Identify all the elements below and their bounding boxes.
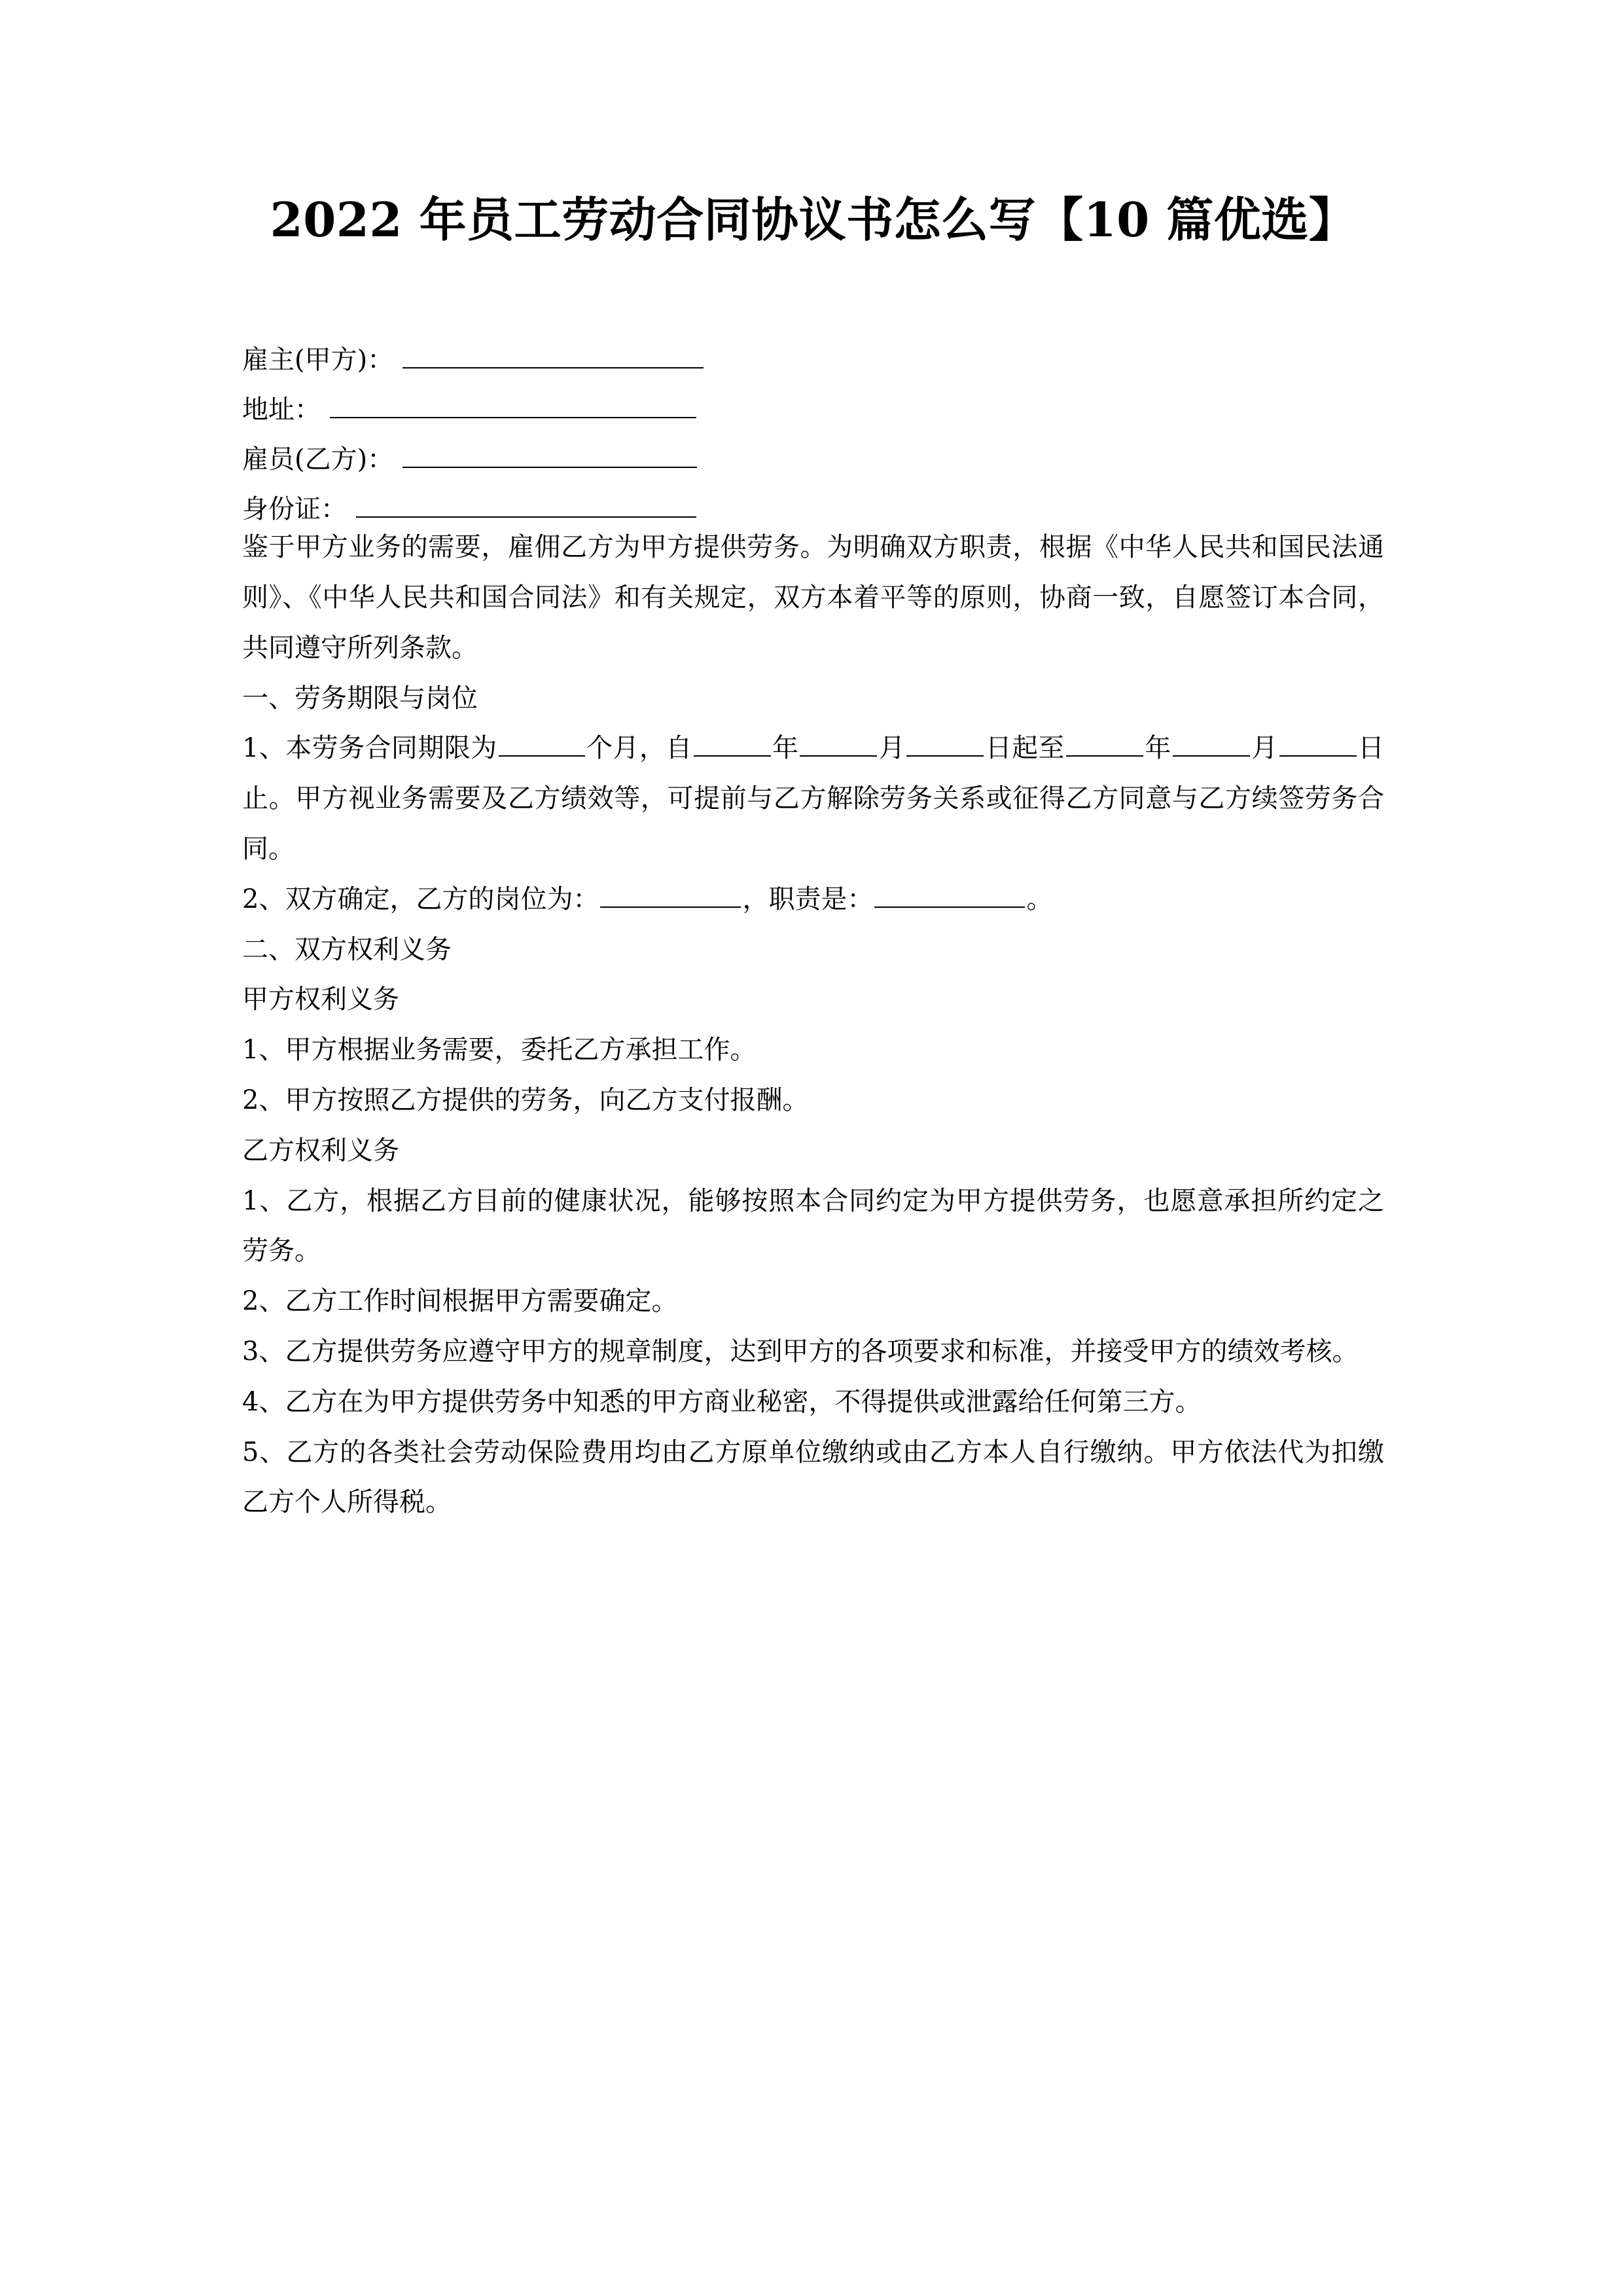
preamble-paragraph: 鉴于甲方业务的需要，雇佣乙方为甲方提供劳务。为明确双方职责，根据《中华人民共和国民法通则》、《中华人民共和国合同法》和有关规定，双方本着平等的原则，协商一致，自愿签订本合同，共同遵守所列条款。	[242, 532, 1384, 663]
party-b-item-3: 3、乙方提供劳务应遵守甲方的规章制度，达到甲方的各项要求和标准，并接受甲方的绩效考核。	[242, 1336, 1359, 1367]
field-blank-id-card[interactable]	[356, 516, 696, 518]
field-blank-employer[interactable]	[402, 367, 704, 368]
item1-blank-months[interactable]	[499, 733, 585, 757]
item1-blank-start-year[interactable]	[694, 733, 771, 757]
section-one-item-1	[242, 723, 1384, 874]
item1-blank-end-year[interactable]	[1066, 733, 1143, 757]
item1-text-part5: 日起至	[985, 733, 1065, 764]
item1-text-part6: 年	[1144, 733, 1171, 764]
document-content	[242, 0, 1384, 1528]
party-b-item-1: 1、乙方，根据乙方目前的健康状况，能够按照本合同约定为甲方提供劳务，也愿意承担所约定之劳务。	[242, 1185, 1384, 1266]
item1-text-part8: 日止。甲方视业务需要及乙方绩效等，可提前与乙方解除劳务关系或征得乙方同意与乙方续签劳务合同。	[242, 733, 1385, 864]
item1-text-part3: 年	[772, 733, 799, 764]
party-b-item-5: 5、乙方的各类社会劳动保险费用均由乙方原单位缴纳或由乙方本人自行缴纳。甲方依法代为扣缴乙方个人所得税。	[242, 1437, 1384, 1518]
party-b-heading: 乙方权利义务	[242, 1135, 399, 1166]
item2-text-part2: ，职责是：	[742, 884, 874, 914]
field-row-id-card	[242, 473, 1384, 525]
item1-text-part1: 1、本劳务合同期限为	[242, 733, 497, 764]
party-fields-block	[242, 323, 1384, 525]
field-blank-employee[interactable]	[402, 467, 697, 468]
party-b-item-2: 2、乙方工作时间根据甲方需要确定。	[242, 1286, 678, 1317]
party-a-item-2: 2、甲方按照乙方提供的劳务，向乙方支付报酬。	[242, 1085, 809, 1115]
field-label-id-card: 身份证：	[242, 494, 347, 525]
section-one-heading: 一、劳务期限与岗位	[242, 683, 478, 713]
party-a-item-1: 1、甲方根据业务需要，委托乙方承担工作。	[242, 1035, 757, 1066]
item2-text-part1: 2、双方确定，乙方的岗位为：	[242, 884, 599, 914]
field-blank-address[interactable]	[330, 417, 696, 418]
item1-text-part7: 月	[1251, 733, 1278, 764]
field-label-address: 地址：	[242, 395, 321, 425]
item1-blank-end-day[interactable]	[1279, 733, 1357, 757]
item2-text-part3: 。	[1026, 884, 1053, 914]
field-row-employee	[242, 423, 1384, 473]
field-label-employee: 雇员(乙方)：	[242, 444, 394, 475]
field-row-address	[242, 373, 1384, 423]
item2-blank-duties[interactable]	[874, 884, 1025, 908]
page-title: 2022 年员工劳动合同协议书怎么写【10 篇优选】	[270, 192, 1357, 247]
field-label-employer: 雇主(甲方)：	[242, 345, 394, 376]
item1-text-part4: 月	[878, 733, 906, 764]
party-a-heading: 甲方权利义务	[242, 984, 399, 1015]
field-row-employer	[242, 323, 1384, 376]
section-two-heading: 二、双方权利义务	[242, 934, 452, 965]
item1-blank-start-day[interactable]	[906, 733, 984, 757]
item2-blank-position[interactable]	[600, 884, 741, 908]
item1-text-part2: 个月，自	[586, 733, 692, 764]
party-b-item-4: 4、乙方在为甲方提供劳务中知悉的甲方商业秘密，不得提供或泄露给任何第三方。	[242, 1386, 1202, 1417]
section-one-item-2	[242, 874, 1384, 925]
item1-blank-start-month[interactable]	[800, 733, 877, 757]
item1-blank-end-month[interactable]	[1173, 733, 1250, 757]
